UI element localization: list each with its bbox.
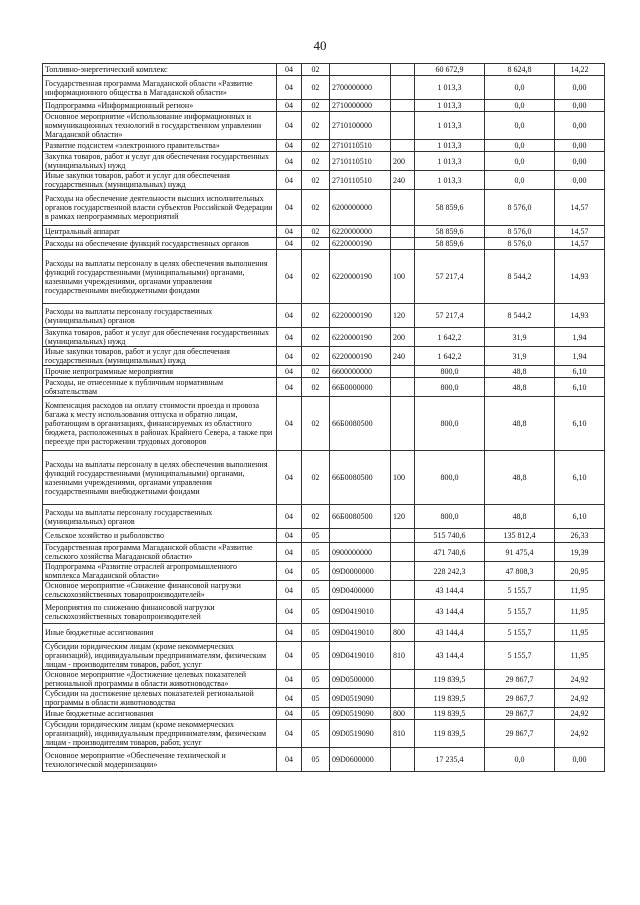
cell-section: 04 (277, 689, 302, 708)
cell-subsection: 02 (302, 328, 330, 347)
cell-name: Иные бюджетные ассигнования (43, 708, 277, 720)
cell-expense-type (391, 100, 415, 112)
table-row (43, 562, 605, 581)
budget-table-body (43, 64, 605, 772)
cell-expense-type (391, 378, 415, 397)
cell-subsection: 05 (302, 543, 330, 562)
cell-name: Подпрограмма «Развитие отраслей агропромышленного комплекса Магаданской области» (43, 562, 277, 581)
cell-fact: 29 867,7 (485, 670, 555, 689)
cell-section: 04 (277, 670, 302, 689)
cell-subsection: 02 (302, 304, 330, 328)
table-row (43, 378, 605, 397)
cell-section: 04 (277, 378, 302, 397)
cell-percent: 6,10 (555, 366, 605, 378)
cell-expense-type (391, 543, 415, 562)
cell-expense-type (391, 140, 415, 152)
cell-expense-type (391, 76, 415, 100)
cell-target-article: 09D0419010 (330, 642, 391, 670)
cell-fact: 0,0 (485, 140, 555, 152)
cell-percent: 11,95 (555, 624, 605, 642)
cell-percent: 6,10 (555, 505, 605, 529)
cell-percent: 0,00 (555, 152, 605, 171)
table-row (43, 366, 605, 378)
cell-fact: 31,9 (485, 347, 555, 366)
cell-fact: 0,0 (485, 171, 555, 190)
cell-percent: 0,00 (555, 748, 605, 772)
cell-subsection: 05 (302, 642, 330, 670)
table-row (43, 64, 605, 76)
cell-fact: 48,8 (485, 378, 555, 397)
cell-percent: 14,93 (555, 304, 605, 328)
cell-expense-type: 200 (391, 328, 415, 347)
cell-expense-type: 100 (391, 250, 415, 304)
cell-name: Расходы на выплаты персоналу государственных (муниципальных) органов (43, 304, 277, 328)
cell-percent: 6,10 (555, 397, 605, 451)
table-row (43, 689, 605, 708)
cell-fact: 0,0 (485, 112, 555, 140)
cell-percent: 11,95 (555, 581, 605, 600)
cell-subsection: 02 (302, 76, 330, 100)
cell-percent: 11,95 (555, 642, 605, 670)
cell-target-article: 66Б0080500 (330, 451, 391, 505)
cell-name: Субсидии юридическим лицам (кроме некоммерческих организаций), индивидуальным предпринимателям, физическим лицам - производителям товаров, работ, услуг (43, 720, 277, 748)
cell-section: 04 (277, 304, 302, 328)
cell-section: 04 (277, 64, 302, 76)
cell-percent: 24,92 (555, 689, 605, 708)
cell-section: 04 (277, 250, 302, 304)
cell-target-article: 66Б0000000 (330, 378, 391, 397)
cell-name: Топливно-энергетический комплекс (43, 64, 277, 76)
cell-fact: 29 867,7 (485, 689, 555, 708)
cell-plan: 1 013,3 (415, 112, 485, 140)
cell-name: Основное мероприятие «Достижение целевых показателей региональной программы в области животноводства» (43, 670, 277, 689)
cell-section: 04 (277, 529, 302, 543)
cell-expense-type (391, 397, 415, 451)
cell-fact: 135 812,4 (485, 529, 555, 543)
cell-section: 04 (277, 190, 302, 226)
cell-plan: 515 740,6 (415, 529, 485, 543)
cell-subsection: 02 (302, 366, 330, 378)
cell-section: 04 (277, 76, 302, 100)
cell-expense-type: 100 (391, 451, 415, 505)
cell-subsection: 02 (302, 347, 330, 366)
cell-name: Сельское хозяйство и рыболовство (43, 529, 277, 543)
table-row (43, 100, 605, 112)
cell-section: 04 (277, 366, 302, 378)
cell-plan: 1 013,3 (415, 100, 485, 112)
cell-target-article (330, 529, 391, 543)
cell-subsection: 05 (302, 708, 330, 720)
cell-expense-type: 810 (391, 642, 415, 670)
cell-subsection: 02 (302, 140, 330, 152)
cell-subsection: 02 (302, 378, 330, 397)
cell-section: 04 (277, 581, 302, 600)
cell-subsection: 05 (302, 600, 330, 624)
cell-target-article: 09D0400000 (330, 581, 391, 600)
cell-name: Основное мероприятие «Использование информационных и коммуникационных технологий в государственном управлении Магаданской области» (43, 112, 277, 140)
cell-subsection: 02 (302, 226, 330, 238)
cell-percent: 0,00 (555, 112, 605, 140)
cell-name: Государственная программа Магаданской области «Развитие сельского хозяйства Магаданской области» (43, 543, 277, 562)
table-row (43, 670, 605, 689)
cell-subsection: 02 (302, 505, 330, 529)
cell-section: 04 (277, 347, 302, 366)
cell-expense-type (391, 112, 415, 140)
cell-expense-type: 810 (391, 720, 415, 748)
cell-section: 04 (277, 642, 302, 670)
cell-expense-type (391, 366, 415, 378)
table-row (43, 720, 605, 748)
cell-target-article: 09D0600000 (330, 748, 391, 772)
cell-section: 04 (277, 397, 302, 451)
cell-target-article: 6220000000 (330, 226, 391, 238)
cell-name: Расходы, не отнесенные к публичным нормативным обязательствам (43, 378, 277, 397)
cell-target-article: 09D0519090 (330, 708, 391, 720)
cell-fact: 8 544,2 (485, 304, 555, 328)
table-row (43, 708, 605, 720)
cell-plan: 1 013,3 (415, 152, 485, 171)
table-row (43, 328, 605, 347)
cell-subsection: 02 (302, 451, 330, 505)
table-row (43, 397, 605, 451)
cell-section: 04 (277, 328, 302, 347)
page-number: 40 (313, 38, 327, 53)
table-row (43, 152, 605, 171)
cell-percent: 0,00 (555, 171, 605, 190)
cell-percent: 24,92 (555, 708, 605, 720)
cell-section: 04 (277, 562, 302, 581)
cell-subsection: 05 (302, 748, 330, 772)
cell-plan: 800,0 (415, 397, 485, 451)
cell-target-article: 6220000190 (330, 304, 391, 328)
cell-expense-type (391, 600, 415, 624)
cell-name: Центральный аппарат (43, 226, 277, 238)
table-row (43, 171, 605, 190)
cell-percent: 0,00 (555, 100, 605, 112)
cell-expense-type (391, 581, 415, 600)
cell-target-article: 09D0519090 (330, 689, 391, 708)
cell-plan: 43 144,4 (415, 600, 485, 624)
table-row (43, 505, 605, 529)
cell-name: Расходы на выплаты персоналу государственных (муниципальных) органов (43, 505, 277, 529)
cell-plan: 119 839,5 (415, 670, 485, 689)
table-row (43, 624, 605, 642)
cell-percent: 19,39 (555, 543, 605, 562)
cell-plan: 57 217,4 (415, 250, 485, 304)
cell-fact: 0,0 (485, 100, 555, 112)
cell-subsection: 02 (302, 397, 330, 451)
cell-target-article: 2710110510 (330, 152, 391, 171)
cell-fact: 5 155,7 (485, 581, 555, 600)
cell-percent: 14,57 (555, 190, 605, 226)
table-row (43, 238, 605, 250)
cell-plan: 58 859,6 (415, 238, 485, 250)
cell-target-article: 2710110510 (330, 171, 391, 190)
cell-expense-type: 120 (391, 304, 415, 328)
cell-fact: 48,8 (485, 505, 555, 529)
cell-fact: 8 544,2 (485, 250, 555, 304)
cell-plan: 57 217,4 (415, 304, 485, 328)
cell-name: Иные закупки товаров, работ и услуг для обеспечения государственных (муниципальных) нужд (43, 347, 277, 366)
cell-section: 04 (277, 624, 302, 642)
cell-expense-type (391, 529, 415, 543)
cell-target-article: 0900000000 (330, 543, 391, 562)
cell-section: 04 (277, 171, 302, 190)
cell-expense-type (391, 190, 415, 226)
cell-expense-type: 800 (391, 708, 415, 720)
table-row (43, 642, 605, 670)
cell-percent: 20,95 (555, 562, 605, 581)
table-row (43, 543, 605, 562)
cell-subsection: 02 (302, 238, 330, 250)
cell-plan: 17 235,4 (415, 748, 485, 772)
cell-percent: 14,57 (555, 226, 605, 238)
cell-fact: 8 624,8 (485, 64, 555, 76)
cell-fact: 48,8 (485, 397, 555, 451)
cell-subsection: 05 (302, 720, 330, 748)
cell-plan: 1 642,2 (415, 328, 485, 347)
table-row (43, 600, 605, 624)
cell-subsection: 02 (302, 152, 330, 171)
cell-fact: 91 475,4 (485, 543, 555, 562)
cell-name: Расходы на обеспечение функций государственных органов (43, 238, 277, 250)
cell-plan: 800,0 (415, 378, 485, 397)
cell-subsection: 02 (302, 64, 330, 76)
table-row (43, 347, 605, 366)
cell-percent: 0,00 (555, 76, 605, 100)
cell-expense-type: 240 (391, 171, 415, 190)
cell-plan: 58 859,6 (415, 190, 485, 226)
cell-plan: 1 013,3 (415, 140, 485, 152)
cell-target-article: 6220000190 (330, 238, 391, 250)
cell-fact: 8 576,0 (485, 226, 555, 238)
table-row (43, 226, 605, 238)
cell-target-article: 09D0519090 (330, 720, 391, 748)
cell-percent: 1,94 (555, 347, 605, 366)
cell-target-article: 09D0419010 (330, 600, 391, 624)
cell-percent: 14,22 (555, 64, 605, 76)
cell-section: 04 (277, 152, 302, 171)
cell-section: 04 (277, 708, 302, 720)
cell-target-article: 6220000190 (330, 347, 391, 366)
cell-plan: 119 839,5 (415, 720, 485, 748)
cell-subsection: 02 (302, 190, 330, 226)
cell-section: 04 (277, 720, 302, 748)
cell-name: Расходы на выплаты персоналу в целях обеспечения выполнения функций государственными (муниципальными) органами, казенными учреждениями, органами управления государственными внебюджетными фондами (43, 451, 277, 505)
budget-table (42, 63, 605, 772)
table-row (43, 451, 605, 505)
cell-subsection: 02 (302, 100, 330, 112)
cell-expense-type (391, 670, 415, 689)
cell-fact: 8 576,0 (485, 190, 555, 226)
cell-section: 04 (277, 748, 302, 772)
table-row (43, 748, 605, 772)
cell-target-article: 2710000000 (330, 100, 391, 112)
cell-fact: 8 576,0 (485, 238, 555, 250)
cell-expense-type (391, 238, 415, 250)
cell-expense-type (391, 64, 415, 76)
cell-subsection: 02 (302, 250, 330, 304)
cell-percent: 6,10 (555, 451, 605, 505)
cell-percent: 11,95 (555, 600, 605, 624)
cell-target-article: 6220000190 (330, 250, 391, 304)
cell-name: Прочие непрограммные мероприятия (43, 366, 277, 378)
cell-expense-type: 800 (391, 624, 415, 642)
table-row (43, 581, 605, 600)
cell-section: 04 (277, 100, 302, 112)
cell-plan: 119 839,5 (415, 708, 485, 720)
cell-fact: 5 155,7 (485, 624, 555, 642)
cell-name: Субсидии на достижение целевых показателей региональной программы в области животноводства (43, 689, 277, 708)
cell-name: Расходы на выплаты персоналу в целях обеспечения выполнения функций государственными (муниципальными) органами, казенными учреждениями, органами управления государственными внебюджетными фондами (43, 250, 277, 304)
cell-plan: 1 642,2 (415, 347, 485, 366)
cell-percent: 14,57 (555, 238, 605, 250)
cell-plan: 43 144,4 (415, 581, 485, 600)
table-row (43, 304, 605, 328)
cell-subsection: 05 (302, 581, 330, 600)
cell-expense-type (391, 562, 415, 581)
cell-section: 04 (277, 505, 302, 529)
cell-fact: 31,9 (485, 328, 555, 347)
cell-section: 04 (277, 451, 302, 505)
cell-plan: 119 839,5 (415, 689, 485, 708)
cell-target-article: 2710100000 (330, 112, 391, 140)
table-row (43, 529, 605, 543)
cell-name: Закупка товаров, работ и услуг для обеспечения государственных (муниципальных) нужд (43, 152, 277, 171)
cell-fact: 48,8 (485, 366, 555, 378)
cell-fact: 29 867,7 (485, 708, 555, 720)
cell-percent: 0,00 (555, 140, 605, 152)
cell-expense-type: 200 (391, 152, 415, 171)
cell-plan: 43 144,4 (415, 624, 485, 642)
table-row (43, 140, 605, 152)
cell-name: Закупка товаров, работ и услуг для обеспечения государственных (муниципальных) нужд (43, 328, 277, 347)
cell-fact: 47 808,3 (485, 562, 555, 581)
cell-name: Иные закупки товаров, работ и услуг для обеспечения государственных (муниципальных) нужд (43, 171, 277, 190)
cell-target-article: 09D0419010 (330, 624, 391, 642)
cell-plan: 800,0 (415, 505, 485, 529)
cell-fact: 0,0 (485, 76, 555, 100)
cell-plan: 228 242,3 (415, 562, 485, 581)
cell-percent: 24,92 (555, 670, 605, 689)
cell-section: 04 (277, 543, 302, 562)
cell-fact: 0,0 (485, 152, 555, 171)
cell-percent: 6,10 (555, 378, 605, 397)
cell-expense-type (391, 748, 415, 772)
cell-name: Развитие подсистем «электронного правительства» (43, 140, 277, 152)
cell-subsection: 02 (302, 112, 330, 140)
cell-subsection: 05 (302, 689, 330, 708)
cell-section: 04 (277, 226, 302, 238)
cell-fact: 5 155,7 (485, 600, 555, 624)
cell-plan: 800,0 (415, 451, 485, 505)
cell-plan: 800,0 (415, 366, 485, 378)
cell-target-article: 09D0000000 (330, 562, 391, 581)
cell-plan: 471 740,6 (415, 543, 485, 562)
cell-expense-type: 240 (391, 347, 415, 366)
cell-name: Государственная программа Магаданской области «Развитие информационного общества в Магаданской области» (43, 76, 277, 100)
cell-plan: 1 013,3 (415, 171, 485, 190)
cell-name: Основное мероприятие «Обеспечение технической и технологической модернизации» (43, 748, 277, 772)
cell-target-article: 2710110510 (330, 140, 391, 152)
cell-name: Субсидии юридическим лицам (кроме некоммерческих организаций), индивидуальным предпринимателям, физическим лицам - производителям товаров, работ, услуг (43, 642, 277, 670)
cell-subsection: 05 (302, 562, 330, 581)
cell-name: Расходы на обеспечение деятельности высших исполнительных органов государственной власти субъектов Российской Федерации в рамках непрограммных мероприятий (43, 190, 277, 226)
cell-name: Мероприятия по снижению финансовой нагрузки сельскохозяйственных товаропроизводителей (43, 600, 277, 624)
cell-percent: 26,33 (555, 529, 605, 543)
cell-target-article: 6220000190 (330, 328, 391, 347)
cell-name: Подпрограмма «Информационный регион» (43, 100, 277, 112)
cell-expense-type: 120 (391, 505, 415, 529)
cell-name: Компенсация расходов на оплату стоимости проезда и провоза багажа к месту использования отпуска и обратно лицам, работающим в организациях, финансируемых из областного бюджета, расположенных в районах Крайнего Севера, а также при переезде при расторжении трудовых договоров (43, 397, 277, 451)
cell-section: 04 (277, 238, 302, 250)
table-row (43, 250, 605, 304)
cell-subsection: 05 (302, 624, 330, 642)
cell-expense-type (391, 689, 415, 708)
cell-target-article: 2700000000 (330, 76, 391, 100)
cell-target-article: 66Б0080500 (330, 397, 391, 451)
cell-percent: 1,94 (555, 328, 605, 347)
cell-subsection: 05 (302, 670, 330, 689)
cell-fact: 5 155,7 (485, 642, 555, 670)
table-row (43, 76, 605, 100)
cell-plan: 60 672,9 (415, 64, 485, 76)
cell-percent: 14,93 (555, 250, 605, 304)
cell-fact: 0,0 (485, 748, 555, 772)
cell-name: Основное мероприятие «Снижение финансовой нагрузки сельскохозяйственных товаропроизводителей» (43, 581, 277, 600)
cell-percent: 24,92 (555, 720, 605, 748)
cell-target-article: 66Б0080500 (330, 505, 391, 529)
cell-subsection: 05 (302, 529, 330, 543)
table-row (43, 112, 605, 140)
cell-target-article (330, 64, 391, 76)
cell-section: 04 (277, 600, 302, 624)
cell-section: 04 (277, 112, 302, 140)
cell-fact: 48,8 (485, 451, 555, 505)
cell-name: Иные бюджетные ассигнования (43, 624, 277, 642)
cell-plan: 58 859,6 (415, 226, 485, 238)
cell-expense-type (391, 226, 415, 238)
cell-target-article: 09D0500000 (330, 670, 391, 689)
cell-subsection: 02 (302, 171, 330, 190)
cell-fact: 29 867,7 (485, 720, 555, 748)
cell-target-article: 6200000000 (330, 190, 391, 226)
cell-section: 04 (277, 140, 302, 152)
table-row (43, 190, 605, 226)
cell-target-article: 6600000000 (330, 366, 391, 378)
cell-plan: 1 013,3 (415, 76, 485, 100)
cell-plan: 43 144,4 (415, 642, 485, 670)
